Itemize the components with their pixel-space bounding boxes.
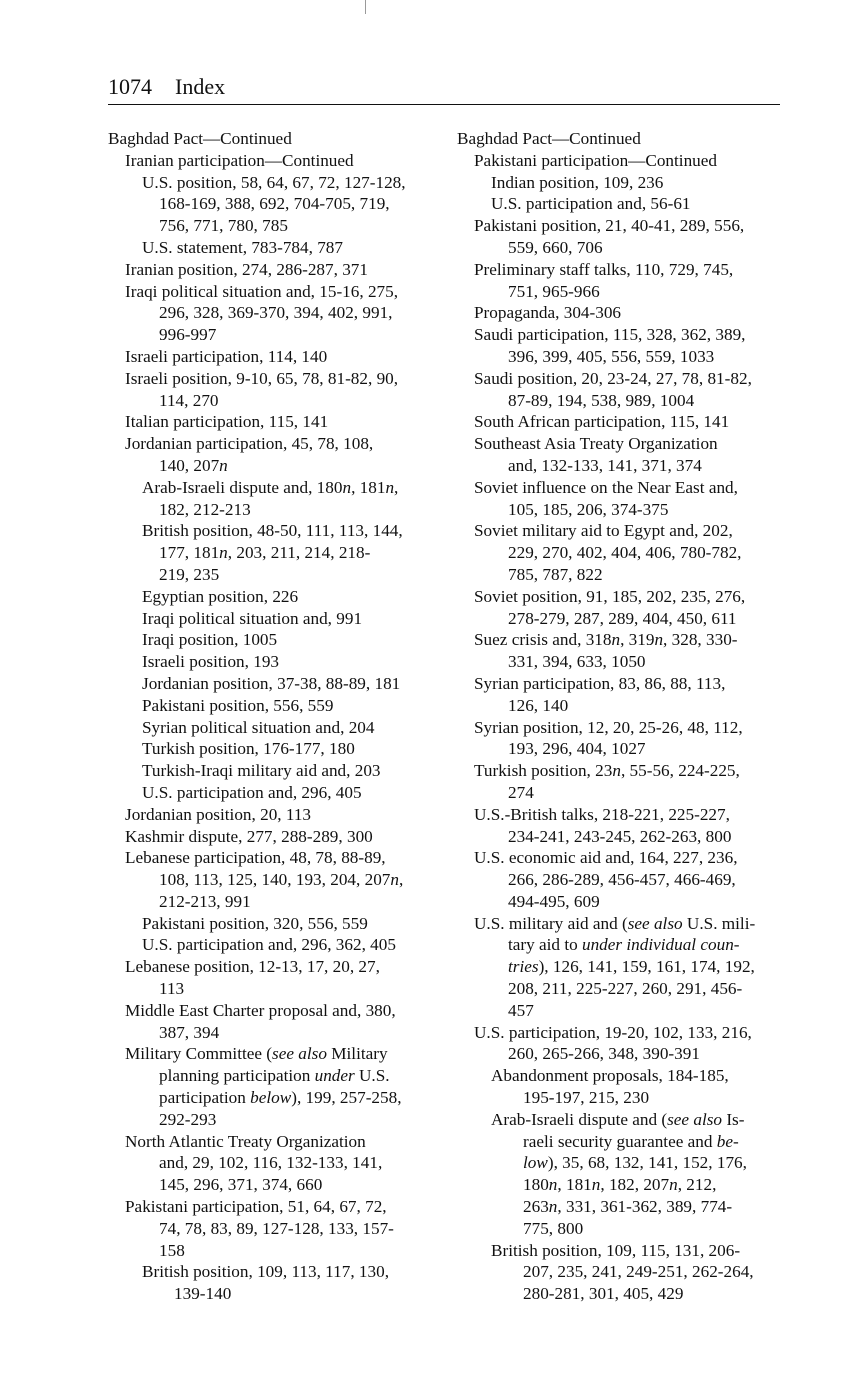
index-line [474, 629, 809, 651]
index-column-right [457, 128, 792, 1305]
index-text: Syrian participation, 83, 86, 88, 113, [474, 673, 726, 693]
index-text: n [612, 761, 621, 781]
index-text: U.S. participation, 19-20, 102, 133, 216, [474, 1022, 752, 1042]
index-text: under individual coun- [581, 935, 740, 955]
index-line [125, 804, 455, 826]
index-line [125, 847, 455, 869]
index-text: Turkish position, 23 [474, 761, 613, 781]
index-text: Soviet position, 91, 185, 202, 235, 276, [474, 586, 746, 606]
page-number: 1074 [108, 74, 152, 99]
index-line [142, 934, 472, 956]
index-text: , 212, [677, 1175, 717, 1195]
index-text: 785, 787, 822 [508, 564, 603, 584]
index-text: 234-241, 243-245, 262-263, 800 [508, 826, 732, 846]
index-text: Suez crisis and, 318 [474, 630, 612, 650]
index-text: U.S. statement, 783-784, 787 [142, 237, 343, 257]
index-line [491, 1065, 826, 1087]
index-line [142, 608, 472, 630]
index-text: n [611, 630, 621, 650]
index-text: 331, 394, 633, 1050 [508, 652, 646, 672]
index-text: Preliminary staff talks, 110, 729, 745, [474, 259, 734, 279]
index-text: , [399, 870, 404, 890]
index-text: Indian position, 109, 236 [491, 172, 664, 192]
index-text: n [390, 870, 399, 890]
index-line [474, 433, 809, 455]
index-text: North Atlantic Treaty Organization [125, 1131, 366, 1151]
index-line [474, 215, 809, 237]
index-line [159, 215, 489, 237]
index-line [125, 346, 455, 368]
index-line [508, 978, 843, 1000]
index-line [159, 499, 489, 521]
index-text: Soviet influence on the Near East and, [474, 477, 738, 497]
index-text: n [219, 455, 228, 475]
index-line [125, 1196, 455, 1218]
index-line [474, 586, 809, 608]
index-text: 180 [523, 1175, 549, 1195]
index-text: , [394, 477, 399, 497]
index-line [474, 847, 809, 869]
index-text: 278-279, 287, 289, 404, 450, 611 [508, 608, 737, 628]
index-line [508, 891, 843, 913]
index-line [125, 826, 455, 848]
index-text: , 319 [620, 630, 655, 650]
index-text: low [523, 1153, 548, 1173]
index-text: 207, 235, 241, 249-251, 262-264, [523, 1262, 754, 1282]
index-text: British position, 48-50, 111, 113, 144, [142, 521, 403, 541]
index-text: planning participation [159, 1066, 315, 1086]
index-line [508, 1000, 843, 1022]
index-text: Pakistani participation—Continued [474, 150, 717, 170]
index-line [142, 172, 472, 194]
index-line [474, 302, 809, 324]
index-text: Baghdad Pact—Continued [108, 129, 292, 148]
index-line [523, 1261, 858, 1283]
index-text: 113 [159, 979, 185, 999]
index-text: , 331, 361-362, 389, 774- [557, 1197, 733, 1217]
index-text: Iranian position, 274, 286-287, 371 [125, 259, 368, 279]
index-text: , 181 [557, 1175, 592, 1195]
index-line [491, 193, 826, 215]
index-text: Saudi participation, 115, 328, 362, 389, [474, 325, 746, 345]
index-text: 292-293 [159, 1109, 217, 1129]
index-text: see also [272, 1044, 327, 1064]
index-text: Jordanian position, 37-38, 88-89, 181 [142, 673, 401, 693]
index-line [125, 433, 455, 455]
index-text: Jordanian participation, 45, 78, 108, [125, 434, 374, 454]
index-text: below [250, 1088, 292, 1108]
index-line [508, 542, 843, 564]
index-text: Pakistani position, 556, 559 [142, 695, 334, 715]
index-text: n [342, 477, 352, 497]
index-line [142, 782, 472, 804]
index-line [508, 869, 843, 891]
index-text: Saudi position, 20, 23-24, 27, 78, 81-82, [474, 368, 752, 388]
index-line [108, 128, 438, 150]
index-text: 139-140 [174, 1284, 232, 1304]
index-line [159, 542, 489, 564]
index-text: and, 29, 102, 116, 132-133, 141, [159, 1153, 383, 1173]
index-line [508, 455, 843, 477]
index-line [159, 1152, 489, 1174]
index-text: 158 [159, 1240, 185, 1260]
index-text: Pakistani participation, 51, 64, 67, 72, [125, 1197, 387, 1217]
index-text: 396, 399, 405, 556, 559, 1033 [508, 346, 715, 366]
index-text: Jordanian position, 20, 113 [125, 804, 312, 824]
index-line [125, 1131, 455, 1153]
index-text: U.S.-British talks, 218-221, 225-227, [474, 804, 730, 824]
index-text: n [591, 1175, 601, 1195]
index-line [491, 1109, 826, 1131]
index-line [474, 150, 809, 172]
index-text: Syrian position, 12, 20, 25-26, 48, 112, [474, 717, 743, 737]
index-text: 177, 181 [159, 543, 220, 563]
index-line [474, 717, 809, 739]
index-text: tries [508, 957, 539, 977]
index-column-left [108, 128, 438, 1305]
index-line [159, 1174, 489, 1196]
index-text: Iraqi political situation and, 991 [142, 608, 363, 628]
index-text: 87-89, 194, 538, 989, 1004 [508, 390, 695, 410]
index-line [125, 411, 455, 433]
index-line [174, 1283, 504, 1305]
index-line [142, 913, 472, 935]
index-text: ), 199, 257-258, [291, 1088, 402, 1108]
index-line [457, 128, 792, 150]
index-line [508, 782, 843, 804]
index-line [142, 237, 472, 259]
index-line [142, 520, 472, 542]
index-line [125, 1000, 455, 1022]
index-line [125, 150, 455, 172]
index-text: participation [159, 1088, 251, 1108]
index-line [508, 390, 843, 412]
index-line [142, 738, 472, 760]
index-text: U.S. military aid and ( [474, 913, 628, 933]
index-text: Military Committee ( [125, 1044, 273, 1064]
index-text: n [669, 1175, 678, 1195]
index-text: see also [627, 913, 683, 933]
index-text: 182, 212-213 [159, 499, 251, 519]
index-text: 140, 207 [159, 455, 220, 475]
index-text: Southeast Asia Treaty Organization [474, 434, 718, 454]
index-line [474, 324, 809, 346]
index-text: Italian participation, 115, 141 [125, 412, 329, 432]
index-line [523, 1131, 858, 1153]
index-text: under [314, 1066, 355, 1086]
index-text: 74, 78, 83, 89, 127-128, 133, 157- [159, 1218, 394, 1238]
index-line [508, 237, 843, 259]
index-line [523, 1174, 858, 1196]
index-text: South African participation, 115, 141 [474, 412, 730, 432]
index-line [159, 1109, 489, 1131]
index-text: Lebanese position, 12-13, 17, 20, 27, [125, 957, 380, 977]
index-line [159, 193, 489, 215]
index-line [159, 324, 489, 346]
index-text: 387, 394 [159, 1022, 220, 1042]
index-text: 193, 296, 404, 1027 [508, 739, 646, 759]
index-text: 145, 296, 371, 374, 660 [159, 1175, 323, 1195]
index-text: , 182, 207 [600, 1175, 670, 1195]
index-text: , 203, 211, 214, 218- [227, 543, 371, 563]
index-text: Israeli position, 193 [142, 652, 280, 672]
index-line [508, 934, 843, 956]
index-line [142, 760, 472, 782]
index-text: , 328, 330- [663, 630, 738, 650]
index-text: 105, 185, 206, 374-375 [508, 499, 669, 519]
index-line [159, 978, 489, 1000]
index-text: Middle East Charter proposal and, 380, [125, 1000, 396, 1020]
index-text: Turkish position, 176-177, 180 [142, 739, 355, 759]
index-line [159, 302, 489, 324]
index-line [523, 1283, 858, 1305]
index-line [474, 913, 809, 935]
index-text: Lebanese participation, 48, 78, 88-89, [125, 848, 386, 868]
index-text: Baghdad Pact—Continued [457, 129, 641, 148]
index-text: Propaganda, 304-306 [474, 303, 622, 323]
index-text: 263 [523, 1197, 549, 1217]
index-text: Egyptian position, 226 [142, 586, 299, 606]
index-line [508, 695, 843, 717]
index-line [142, 695, 472, 717]
index-line [159, 564, 489, 586]
index-text: 996-997 [159, 325, 217, 345]
index-text: Soviet military aid to Egypt and, 202, [474, 521, 733, 541]
index-text: U.S. participation and, 296, 362, 405 [142, 935, 396, 955]
index-line [508, 346, 843, 368]
index-text: Pakistani position, 320, 556, 559 [142, 913, 368, 933]
index-line [142, 629, 472, 651]
index-text: 108, 113, 125, 140, 193, 204, 207 [159, 870, 391, 890]
index-text: n [385, 477, 395, 497]
index-line [474, 760, 809, 782]
index-line [523, 1152, 858, 1174]
index-text: U.S. economic aid and, 164, 227, 236, [474, 848, 738, 868]
index-text: 219, 235 [159, 564, 220, 584]
index-line [508, 281, 843, 303]
index-text: , 55-56, 224-225, [620, 761, 740, 781]
index-text: 280-281, 301, 405, 429 [523, 1284, 684, 1304]
index-text: Pakistani position, 21, 40-41, 289, 556, [474, 216, 745, 236]
index-line [508, 608, 843, 630]
index-line [523, 1087, 858, 1109]
index-text: 756, 771, 780, 785 [159, 216, 288, 236]
index-line [159, 1065, 489, 1087]
index-line [125, 259, 455, 281]
index-text: British position, 109, 113, 117, 130, [142, 1262, 390, 1282]
index-text: 296, 328, 369-370, 394, 402, 991, [159, 303, 393, 323]
index-text: Iraqi position, 1005 [142, 630, 278, 650]
index-text: and, 132-133, 141, 371, 374 [508, 455, 702, 475]
index-line [474, 368, 809, 390]
index-line [142, 673, 472, 695]
index-line [159, 455, 489, 477]
index-text: 457 [508, 1000, 534, 1020]
running-header [108, 72, 780, 105]
index-text: Abandonment proposals, 184-185, [491, 1066, 729, 1086]
index-text: British position, 109, 115, 131, 206- [491, 1240, 741, 1260]
index-line [125, 1043, 455, 1065]
index-text: n [548, 1175, 558, 1195]
index-text: , 181 [351, 477, 386, 497]
index-line [474, 411, 809, 433]
index-text: 266, 286-289, 456-457, 466-469, [508, 870, 736, 890]
index-line [491, 172, 826, 194]
index-text: 751, 965-966 [508, 281, 600, 301]
index-line [508, 826, 843, 848]
index-line [142, 651, 472, 673]
index-text: n [548, 1197, 558, 1217]
index-text: Arab-Israeli dispute and ( [491, 1109, 668, 1129]
index-line [142, 1261, 472, 1283]
index-text: 126, 140 [508, 695, 569, 715]
index-line [125, 956, 455, 978]
index-text: Arab-Israeli dispute and, 180 [142, 477, 343, 497]
index-line [159, 869, 489, 891]
index-line [523, 1196, 858, 1218]
index-text: 494-495, 609 [508, 891, 600, 911]
index-text: 114, 270 [159, 390, 219, 410]
index-text: U.S. position, 58, 64, 67, 72, 127-128, [142, 172, 406, 192]
index-line [491, 1240, 826, 1262]
index-line [508, 1043, 843, 1065]
index-line [523, 1218, 858, 1240]
index-text: 229, 270, 402, 404, 406, 780-782, [508, 543, 742, 563]
index-text: Syrian political situation and, 204 [142, 717, 375, 737]
index-line [159, 891, 489, 913]
index-text: n [219, 543, 228, 563]
index-text: 274 [508, 782, 534, 802]
scan-edge-line [365, 0, 366, 14]
index-text: U.S. participation and, 296, 405 [142, 782, 362, 802]
index-text: raeli security guarantee and [523, 1131, 717, 1151]
index-text: Israeli participation, 114, 140 [125, 346, 328, 366]
index-text: Iranian participation—Continued [125, 150, 354, 170]
index-text: see also [667, 1109, 723, 1129]
index-line [142, 717, 472, 739]
index-text: 212-213, 991 [159, 891, 251, 911]
index-text: Iraqi political situation and, 15-16, 275, [125, 281, 399, 301]
index-text: U.S. [354, 1066, 390, 1086]
index-line [125, 368, 455, 390]
index-line [508, 564, 843, 586]
index-line [508, 738, 843, 760]
index-text: U.S. participation and, 56-61 [491, 194, 691, 214]
index-line [474, 673, 809, 695]
index-text: 559, 660, 706 [508, 237, 603, 257]
index-line [508, 956, 843, 978]
index-text: 775, 800 [523, 1218, 584, 1238]
index-line [474, 477, 809, 499]
index-line [474, 259, 809, 281]
index-line [159, 1218, 489, 1240]
index-line [508, 499, 843, 521]
index-text: 208, 211, 225-227, 260, 291, 456- [508, 979, 743, 999]
index-text: be- [716, 1131, 739, 1151]
index-text: Is- [722, 1109, 745, 1129]
index-line [474, 1022, 809, 1044]
index-text: Military [326, 1044, 388, 1064]
index-line [159, 1087, 489, 1109]
index-line [142, 586, 472, 608]
index-line [159, 390, 489, 412]
index-line [508, 651, 843, 673]
index-line [474, 520, 809, 542]
index-text: ), 35, 68, 132, 141, 152, 176, [547, 1153, 747, 1173]
index-text: U.S. mili- [682, 913, 756, 933]
index-text: ), 126, 141, 159, 161, 174, 192, [538, 957, 755, 977]
index-text: Kashmir dispute, 277, 288-289, 300 [125, 826, 373, 846]
index-text: tary aid to [508, 935, 582, 955]
index-line [125, 281, 455, 303]
index-line [159, 1022, 489, 1044]
index-line [474, 804, 809, 826]
index-text: 260, 265-266, 348, 390-391 [508, 1044, 700, 1064]
index-line [142, 477, 472, 499]
index-line [159, 1240, 489, 1262]
running-title: Index [175, 74, 226, 99]
index-text: Turkish-Iraqi military aid and, 203 [142, 761, 381, 781]
index-text: 195-197, 215, 230 [523, 1088, 650, 1108]
index-text: n [654, 630, 664, 650]
index-text: 168-169, 388, 692, 704-705, 719, [159, 194, 390, 214]
index-text: Israeli position, 9-10, 65, 78, 81-82, 90, [125, 368, 399, 388]
